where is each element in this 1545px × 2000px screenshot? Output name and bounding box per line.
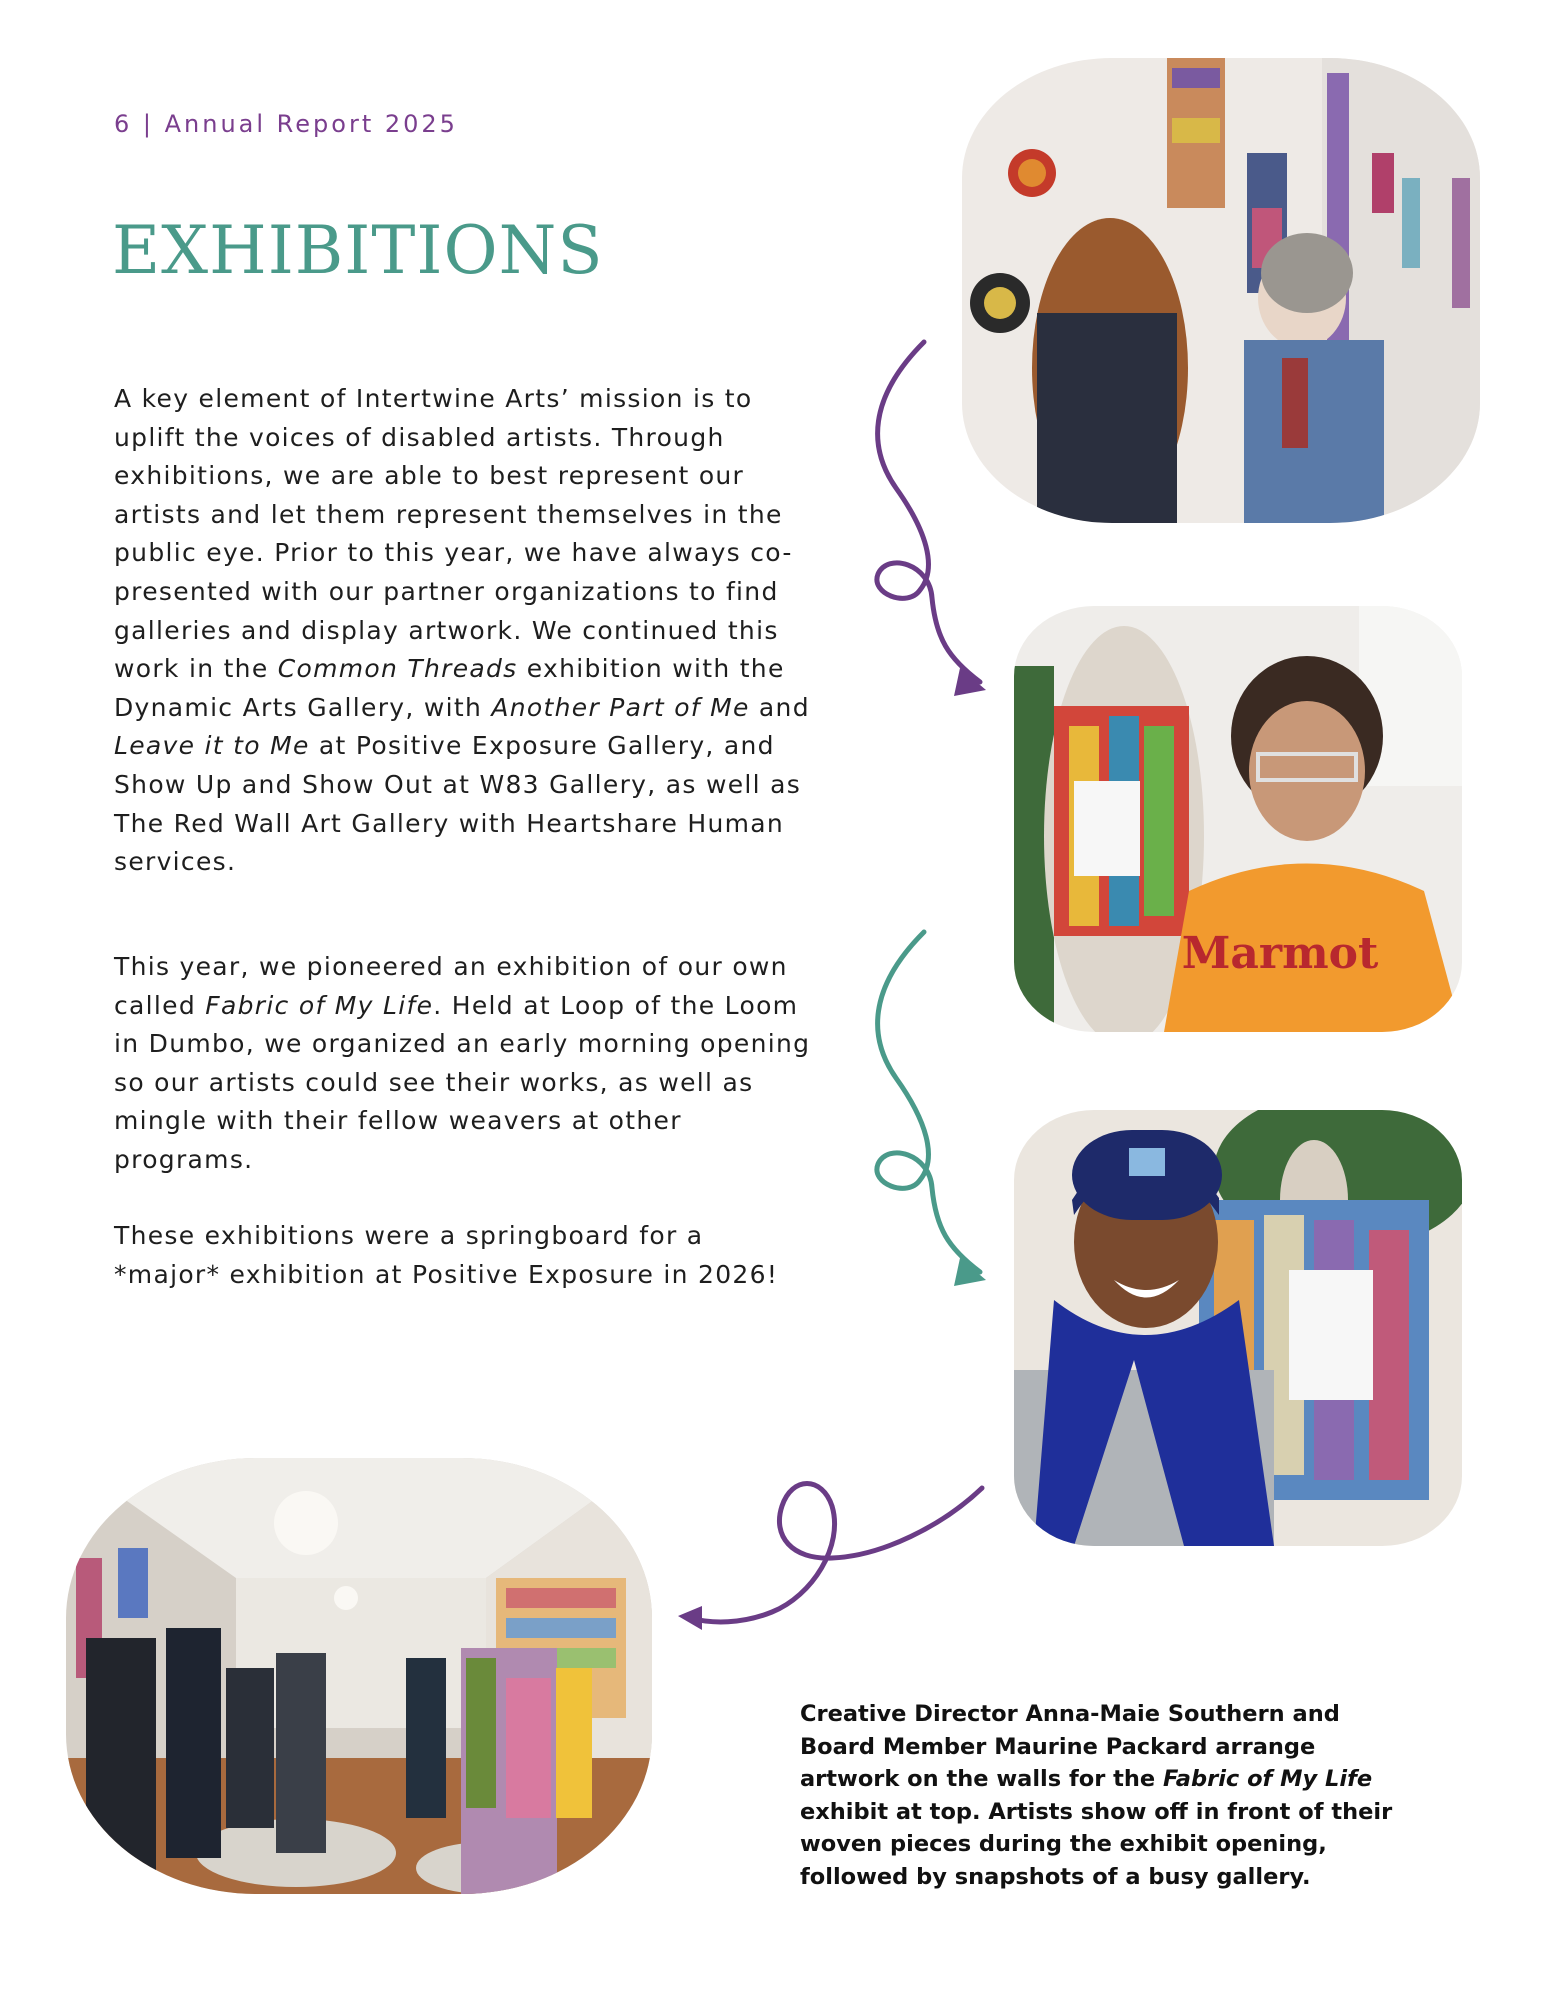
para1-italic-1: Common Threads [277,654,518,684]
para1-text-1: A key element of Intertwine Arts’ mission is to uplift the voices of disabled artists. Through exhibitions, we are able to best represent our artists and let them represent themselves in the public eye. Prior to this year, we have always co-presented with our partner organizations to find galleries and display artwork. We continued this work in the [114,384,793,684]
caption-text-1: Creative Director Anna-Maie Southern and Board Member Maurine Packard arrange artwork on the walls for the [800,1701,1340,1792]
photo-busy-gallery [66,1458,652,1894]
para2-italic-1: Fabric of My Life [205,990,434,1020]
page-title: EXHIBITIONS [112,212,604,289]
page-label: 6 | Annual Report 2025 [114,110,458,138]
photo-caption [800,1698,1420,1893]
para2-text-1: This year, we pioneered an exhibition of our own called [114,952,788,1020]
para1-italic-2: Another Part of Me [491,692,750,722]
sweatshirt-text: Marmot [1181,928,1379,979]
arrow-decoration-3 [672,1466,992,1636]
exhibition-paragraph [114,948,814,1180]
photo-arranging-artwork [962,58,1480,523]
para1-text-2: exhibition with the Dynamic Arts Gallery, with [114,654,785,722]
arrow-decoration-2 [868,928,998,1298]
photo-artist-orange-hoodie [1014,606,1462,1032]
para1-italic-3: Leave it to Me [114,731,310,761]
para1-text-4: at Positive Exposure Gallery, and Show Up and Show Out at W83 Gallery, as well as The Red Wall Art Gallery with Heartshare Human services. [114,731,802,877]
caption-italic-1: Fabric of My Life [1163,1766,1373,1792]
para1-text-3: and [749,692,810,722]
photo-artist-beanie [1014,1110,1462,1546]
intro-paragraph [114,380,814,882]
arrow-decoration-1 [868,338,998,708]
para2-text-2: . Held at Loop of the Loom in Dumbo, we organized an early morning opening so our artists could see their works, as well as mingle with their fellow weavers at other programs. [114,990,811,1174]
springboard-paragraph: These exhibitions were a springboard for a *major* exhibition at Positive Exposure in 2026! [114,1221,779,1289]
caption-text-2: exhibit at top. Artists show off in front of their woven pieces during the exhibit opening, followed by snapshots of a busy gallery. [800,1798,1393,1890]
